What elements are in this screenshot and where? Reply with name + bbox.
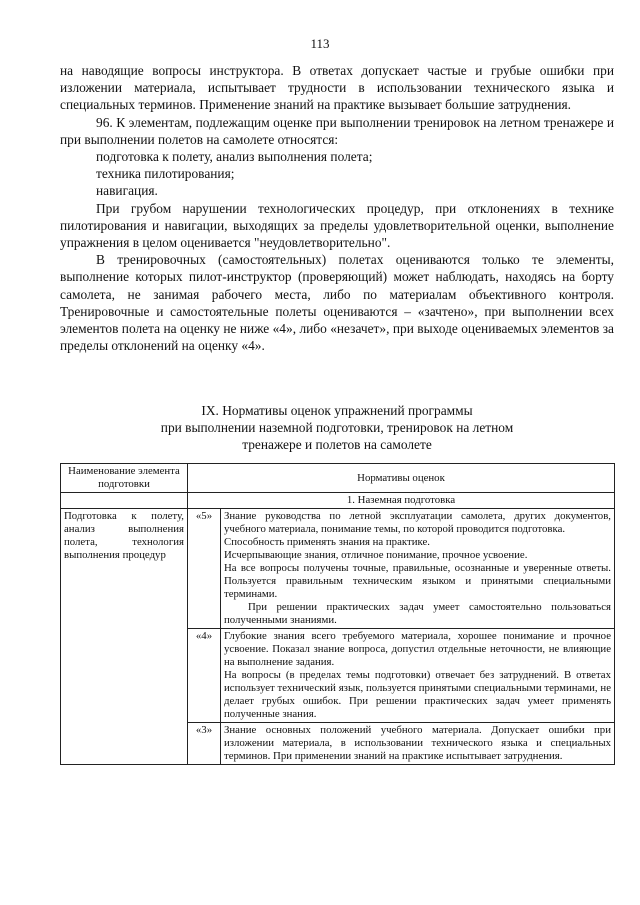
description-line: Знание руководства по летной эксплуатации самолета, других документов, учебного материала, понимание темы, по которой проводится подготовка. — [224, 510, 611, 535]
list-item: техника пилотирования; — [96, 166, 235, 182]
paragraph: на наводящие вопросы инструктора. В ответах допускает частые и грубые ошибки при изложении материала, испытывает трудности в использовании технического языка и специальных терминов. Применение знаний на практике вызывает большие затруднения. — [60, 63, 614, 113]
paragraph: При грубом нарушении технологических процедур, при отклонениях в технике пилотирования и навигации, выходящих за пределы удовлетворительной оценки, выполнение упражнения в целом оценивается "неудовлетворительно". — [60, 200, 614, 251]
element-name: Подготовка к полету, анализ выполнения полета, технология выполнения процедур — [61, 509, 188, 765]
description-line: Способность применять знания на практике. — [224, 536, 430, 548]
page-number: 113 — [310, 36, 330, 51]
section-heading — [60, 402, 614, 454]
paragraph: В тренировочных (самостоятельных) полетах оцениваются только те элементы, выполнение которых пилот-инструктор (проверяющий) может наблюдать, находясь на борту самолета, не занимая рабочего места, либо по материалам объективного контроля. Тренировочные и самостоятельные полеты оцениваются – «зачтено», при выполнении всех элементов полета на оценку не ниже «4», либо «незачет», при выходе оцениваемых элементов за пределы отклонений на оценку «4». — [60, 252, 614, 354]
description-line: При решении практических задач умеет самостоятельно пользоваться полученными знаниями. — [224, 601, 611, 626]
grade-label: «3» — [188, 723, 221, 765]
table-section-row — [61, 493, 615, 509]
column-header-element: Наименование элемента подготовки — [61, 464, 188, 493]
description-line: На все вопросы получены точные, правильные, осознанные и уверенные ответы. Пользуется правильным техническим языком и принятыми специальными терминами. — [224, 562, 611, 600]
norms-table — [60, 463, 615, 765]
empty-cell — [61, 493, 188, 509]
paragraph: 96. К элементам, подлежащим оценке при выполнении тренировок на летном тренажере и при выполнении полетов на самолете относятся: — [60, 114, 614, 147]
table-row — [61, 509, 615, 629]
grade-description — [221, 629, 615, 723]
grade-label: «4» — [188, 629, 221, 723]
section-heading-line: тренажере и полетов на самолете — [242, 437, 432, 453]
grade-label: «5» — [188, 509, 221, 629]
body-text — [60, 62, 614, 354]
section-heading-line: IX. Нормативы оценок упражнений программы — [201, 403, 473, 418]
section-heading-line: при выполнении наземной подготовки, тренировок на летном — [160, 420, 514, 436]
description-line: Исчерпывающие знания, отличное понимание, прочное усвоение. — [224, 549, 528, 561]
description-line: Знание основных положений учебного материала. Допускает ошибки при изложении материала, в использовании технического языка и специальных терминов. При применении знаний на практике испытывает затруднения. — [224, 724, 611, 762]
grade-description — [221, 723, 615, 765]
grade-description — [221, 509, 615, 629]
description-line: На вопросы (в пределах темы подготовки) отвечает без затруднений. В ответах использует технический язык, пользуется принятыми специальными терминами, не делает грубых ошибок. При решении практических задач умеет применять полученные знания. — [224, 669, 611, 720]
column-header-norms: Нормативы оценок — [188, 464, 615, 493]
description-line: Глубокие знания всего требуемого материала, хорошее понимание и прочное усвоение. Показал знание вопроса, допустил отдельные неточности, не влияющие на выполнение задания. — [224, 630, 611, 668]
table-header-row — [61, 464, 615, 493]
section-title: 1. Наземная подготовка — [188, 493, 615, 509]
list-item: навигация. — [96, 183, 158, 199]
list-item: подготовка к полету, анализ выполнения полета; — [96, 149, 373, 165]
